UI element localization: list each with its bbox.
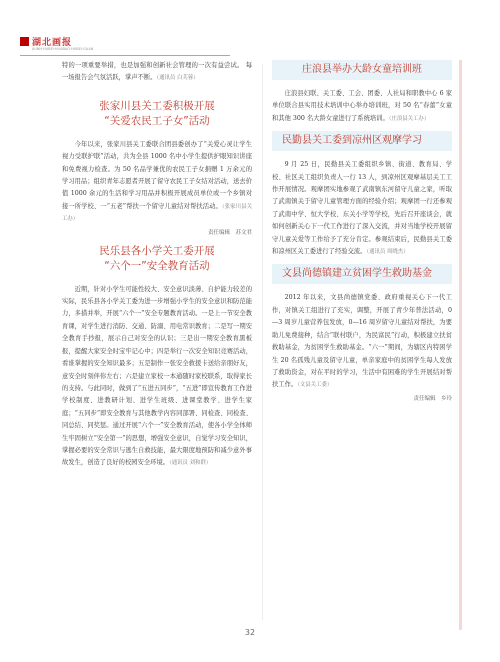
- article2-title-line2: “六个一”安全教育活动: [104, 259, 210, 272]
- article5-title: 文县尚德镇建立贫困学生救助基金: [272, 264, 452, 284]
- article3-title: 庄浪县举办大龄女童培训班: [272, 60, 452, 80]
- intro-paragraph: 特的一项重要举措，也是加强和创新社会管理的一次有益尝试。 每一场报告会气氛活跃，掌声不断。（通讯员 白芙蓉）: [62, 62, 252, 82]
- article2-body: 近期，针对小学生可能性较大、安全意识淡薄、自护能力较差的实际，民乐县各小学关工委为进一步增强小学生的安全意识和防范能力，多措并举，开展“六个一”安全专题教育活动。一是上一节安全教育课，对学生进行消防、交通、防溺、用电常识教育；二是写一期安全教育手抄报，展示自己对安全的认识；三是出一期安全教育黑板报，提醒大家安全时宝牢记心中；四是举行一次安全知识竞赛活动，看谁掌握的安全知识最多；五是制作一张安全救援卡送给亲朋好友，意安全时刻伴你左右；六是建立家校一本通随时家校联系，取得家长的支持。与此同时，做到了“五进五同步”，“五进”即宣传教育工作进学校制度、进教研计划、进学生班级、进课堂教学、进学生家庭；“五同步”即安全教育与其他教学内容同部署、同检查、同检查、同总结、同奖惩。通过开展“六个一”安全教育活动，使各小学全体师生牢固树立“安全第一”的思想，增强安全意识，自觉学习安全知识，掌握必要的安全常识与逃生自救技能，最大限度地预防和减少意外事故发生，创造了良好的校园安全环境。（通讯员 刘和群）: [62, 285, 252, 467]
- article5-source: （文县关工委）: [297, 382, 333, 389]
- article4-title: 民勤县关工委到凉州区观摩学习: [272, 131, 452, 151]
- article4-source: （通讯员 周晓杰）: [366, 249, 409, 256]
- article3-body: 庄浪县妇联、关工委、工会、团委、人社局和职教中心 6 家单位联合县实用技术培训中心举办培训班，对 50 名“春蕾”女童和其他 300 名大龄女童进行了系统培训。（庄浪县关工办）: [272, 90, 452, 122]
- article3-source: （庄浪县关工办）: [388, 115, 430, 122]
- logo-subtitle: JIUNN·HUBEI·HUABAO·HUBEI·GUAN: [32, 47, 94, 51]
- article1-editor: 责任编辑 苏文君: [207, 229, 252, 236]
- right-column: [272, 60, 452, 404]
- column-divider: [262, 64, 263, 620]
- page-number: 32: [244, 628, 256, 637]
- logo-mark-icon: [20, 37, 29, 46]
- article2-title-line1: 民乐县各小学关工委开展: [99, 244, 215, 257]
- article1-source: （张家川县关工办）: [62, 203, 252, 223]
- side-decoration-bar: [459, 60, 462, 630]
- article5-editor: 责任编辑 乡玲: [413, 395, 452, 402]
- header-rule: [20, 55, 230, 56]
- article4-body: 9 月 25 日，民勤县关工委组织乡镇、街道、教育局、学校、社区关工组织负责人一行 13 人，到凉州区观摩基层关工工作开展情况。观摩团实地参观了武南镇东河留守儿童之家，听取了武南镇关于留守儿童管理方面的经验介绍；观摩团一行还参观了武南中学、恒大学校、东关小学等学校，先后召开座谈会，就如何创新关心下一代工作进行了深入交流，并对当地学校开展留守儿童关爱等工作给予了充分肯定。参观结束后，民勤县关工委和凉州区关工委进行了经验交流。（通讯员 周晓杰）: [272, 161, 452, 256]
- article5-body: 2012 年以来，文县尚德镇党委、政府重视关心下一代工作，对镇关工组进行了充实，调整，开展了青少年普法活动，0—3 周岁儿童营养包发放，0—16 周岁留守儿童结对帮扶，为要助儿免费接种，结合“联村联户，为民富民”行动，积极建立扶贫救助基金，为贫困学生救助基金。“六一”期间，为辖区内特困学生 20 名孤残儿童及留守儿童，单亲家庭中的贫困学生每人发放了救助资金，对在平时的学习，生活中有困难的学生开展结对帮扶工作。（文县关工委）: [272, 294, 452, 389]
- logo-text: 湖北画报: [32, 37, 73, 48]
- article1-title: [62, 99, 252, 129]
- article1-title-line2: “关爱农民工子女”活动: [104, 114, 210, 127]
- intro-source: （通讯员 白芙蓉）: [156, 75, 199, 82]
- article1-title-line1: 张家川县关工委积极开展: [99, 99, 215, 112]
- magazine-logo: [20, 34, 72, 48]
- left-column: [62, 60, 252, 470]
- article2-title: [62, 244, 252, 274]
- article1-body: 今年以来，张家川县关工委联合团县委创办了“关爱心灵让学生视力受联护联”活动，共为全县 1000 名中小学生提供护眼知识讲座和免费视力检查。为 50 名品学兼优的农民工子女捐赠 1 万余元的学习用品；组织青年志愿者开展了留守农民工子女结对活动，送去价值 1000 余元的生活和学习用品并积极开展成员单位或一个乡镇对接一所学校、一“五老”帮扶一个留守儿童结对帮扶活动。（张家川县关工办）: [62, 140, 252, 223]
- article2-source: （通讯员 刘和群）: [169, 460, 212, 467]
